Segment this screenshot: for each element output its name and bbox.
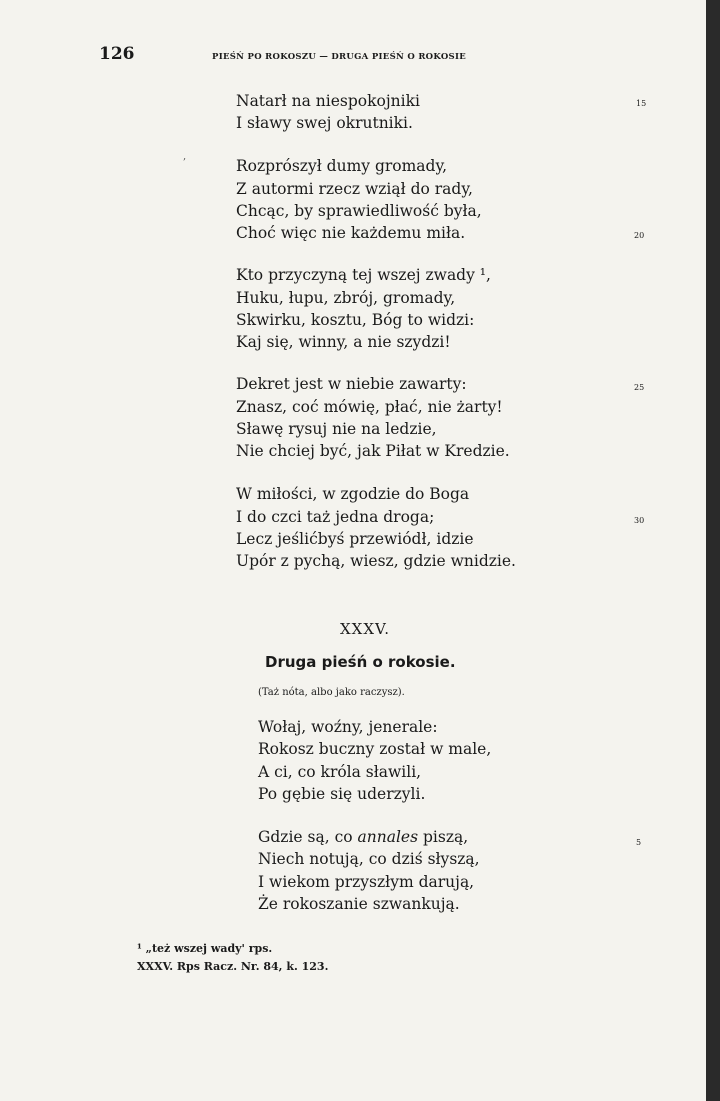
verse-line: Lecz jeślićbyś przewiódł, idzie (236, 530, 474, 548)
page-number: 126 (99, 44, 135, 64)
verse-line: Kaj się, winny, a nie szydzi! (236, 333, 451, 351)
verse-text: Gdzie są, co (258, 828, 358, 846)
section-number: XXXV. (340, 620, 391, 638)
verse-line: I wiekom przyszłym darują, (258, 873, 475, 891)
verse-line: Niech notują, co dziś słyszą, (258, 850, 480, 868)
footnote: ¹ „też wszej wady' rps. (137, 942, 273, 955)
verse-text: piszą, (418, 828, 469, 846)
stray-mark: , (183, 151, 187, 162)
verse-line: Huku, łupu, zbrój, gromady, (236, 289, 456, 307)
verse-line: Choć więc nie każdemu miła. (236, 224, 466, 242)
verse-line: Nie chciej być, jak Piłat w Kredzie. (236, 442, 510, 460)
verse-line: Dekret jest w niebie zawarty: (236, 375, 467, 393)
page-edge (706, 0, 720, 1101)
verse-line: Natarł na niespokojniki (236, 92, 420, 110)
verse-line: Chcąc, by sprawiedliwość była, (236, 202, 482, 220)
section-title: Druga pieśń o rokosie. (265, 653, 456, 671)
verse-line: Sławę rysuj nie na ledzie, (236, 420, 437, 438)
verse-line: Kto przyczyną tej wszej zwady ¹, (236, 266, 491, 284)
line-number: 15 (636, 99, 647, 108)
verse-line: A ci, co króla sławili, (258, 763, 422, 781)
verse-line: I do czci taż jedna droga; (236, 508, 435, 526)
verse-line: Wołaj, woźny, jenerale: (258, 718, 438, 736)
verse-line: I sławy swej okrutniki. (236, 114, 413, 132)
verse-line: Upór z pychą, wiesz, gdzie wnidzie. (236, 552, 516, 570)
verse-line: Rozprószył dumy gromady, (236, 157, 448, 175)
verse-line: Z autormi rzecz wziął do rady, (236, 180, 473, 198)
verse-line: Skwirku, kosztu, Bóg to widzi: (236, 311, 475, 329)
source-note: XXXV. Rps Racz. Nr. 84, k. 123. (137, 960, 329, 973)
latin-word: annales (357, 828, 419, 846)
verse-line: Po gębie się uderzyli. (258, 785, 426, 803)
verse-line: W miłości, w zgodzie do Boga (236, 485, 470, 503)
line-number: 25 (634, 383, 645, 392)
tune-note: (Taż nóta, albo jako raczysz). (258, 687, 405, 698)
line-number: 30 (634, 516, 645, 525)
line-number: 5 (636, 838, 642, 847)
verse-line (258, 828, 468, 846)
line-number: 20 (634, 231, 645, 240)
verse-line: Rokosz buczny został w male, (258, 740, 492, 758)
verse-line: Znasz, coć mówię, płać, nie żarty! (236, 398, 503, 416)
verse-line: Że rokoszanie szwankują. (258, 895, 460, 913)
running-title: PIEŚŃ PO ROKOSZU — DRUGA PIEŚŃ O ROKOSIE (212, 52, 467, 62)
